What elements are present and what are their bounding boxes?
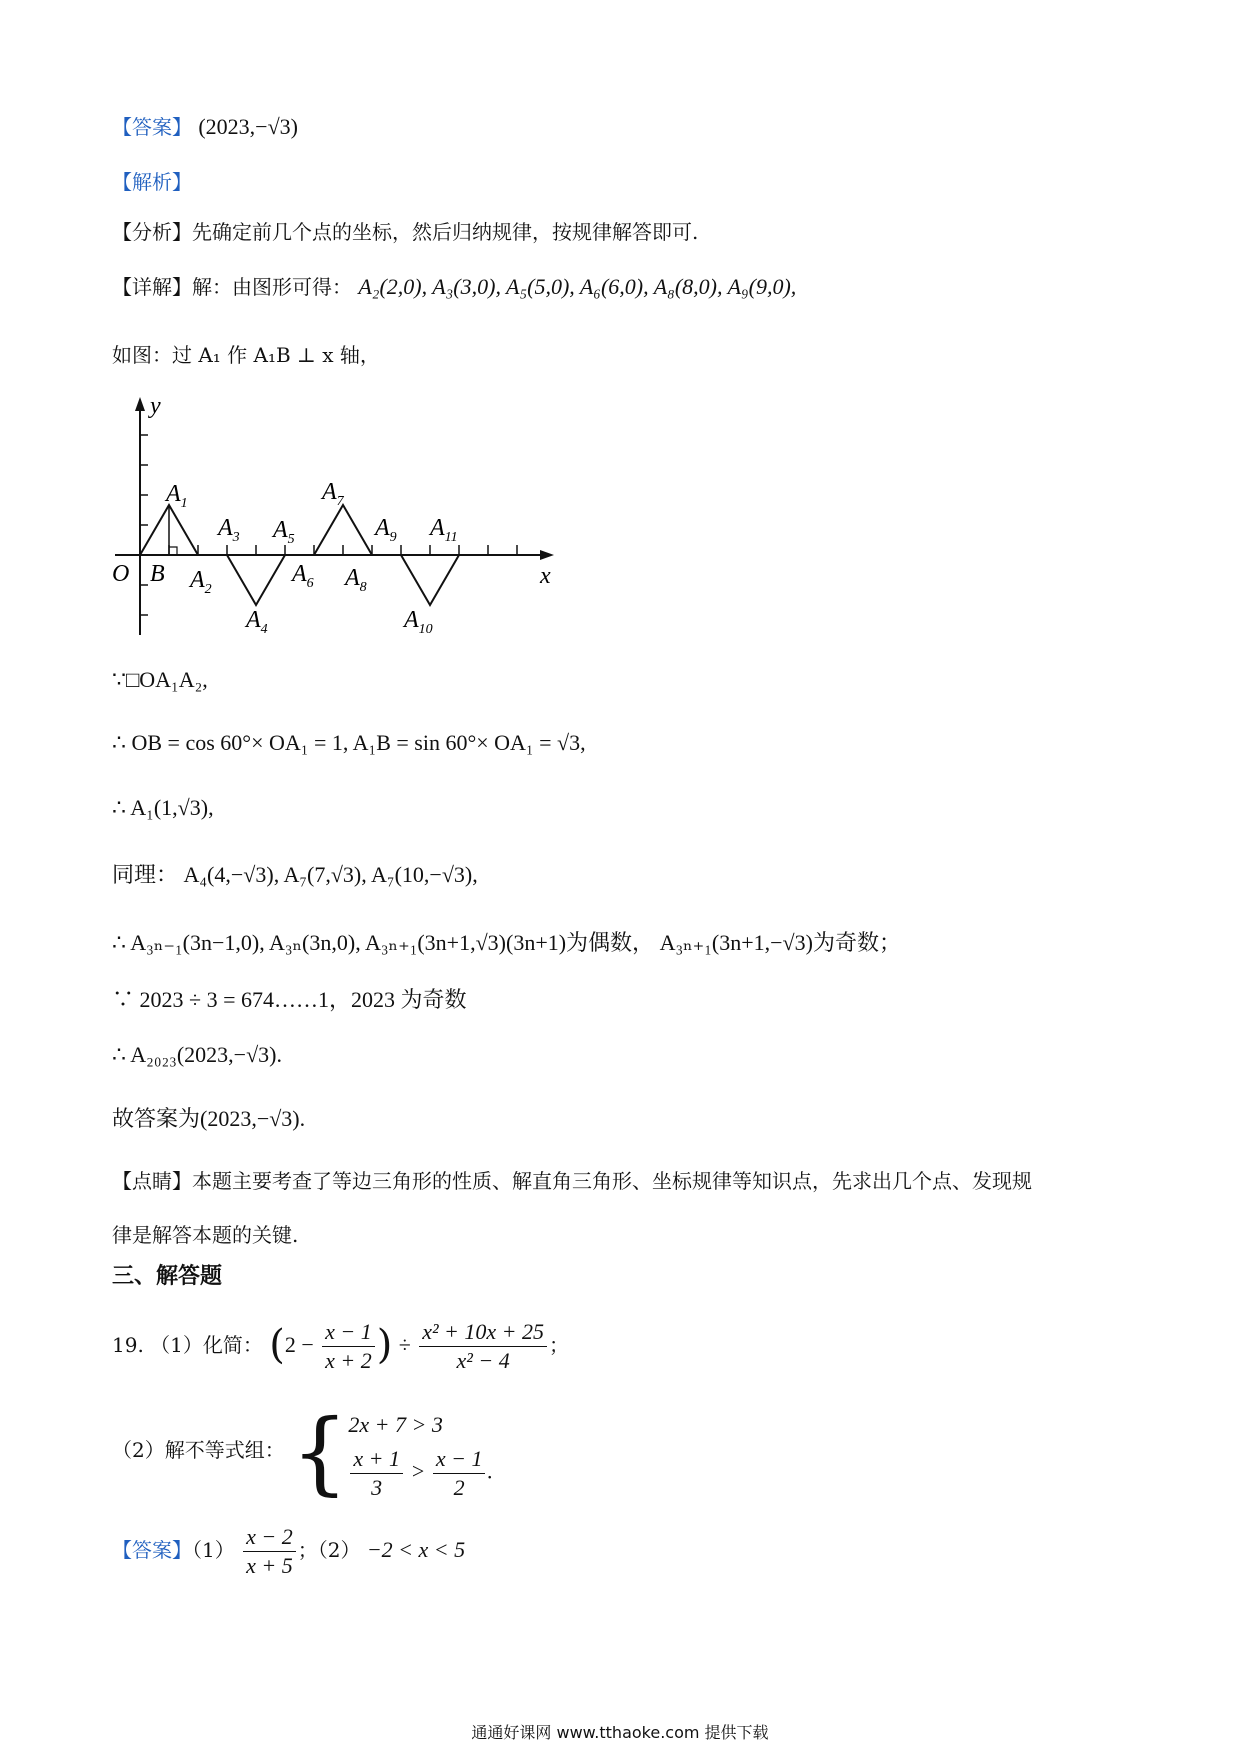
xiangjie-points: A₂(2,0), A₃(3,0), A₅(5,0), A₆(6,0), A₈(8,0), A₉(9,0), <box>358 274 797 299</box>
proof-line-2: ∴ OB = cos 60°× OA₁ = 1, A₁B = sin 60°× OA₁ = √3, <box>112 730 586 755</box>
analysis-tag: 【解析】 <box>112 170 192 194</box>
fenxi-tag: 【分析】 <box>112 220 192 244</box>
xiangjie-text: 解：由图形可得： <box>192 275 352 299</box>
triangle-2 <box>227 555 285 605</box>
a8-label: $A_8$ <box>345 565 367 595</box>
answer2-p2: −2 < x < 5 <box>366 1537 466 1562</box>
answer-line <box>112 112 298 142</box>
xiangjie-tag: 【详解】 <box>112 275 192 299</box>
ineq-row-2: $\frac{x + 1}{3}$ > $\frac{x - 1}{2}$ . <box>348 1445 493 1502</box>
answer-value: (2023,−√3) <box>198 114 298 139</box>
proof-line-5b: A₃ₙ₊₁(3n+1,−√3)为奇数； <box>659 930 901 955</box>
q19-part1: 19. （1）化简： (2 − $\frac{x - 1}{x + 2}$ ) ÷ $\frac{\text{x² + 10x + 25}}{\text{x² − 4}}$ ； <box>112 1319 570 1373</box>
q19-p2-label: （2）解不等式组： <box>112 1438 285 1462</box>
inequality-system: { 2x + 7 > 3 $\frac{x + 1}{3}$ > $\frac{x - 1}{2}$ . <box>291 1400 493 1505</box>
answer2-frac: $\frac{x - 2}{x + 5}$ <box>243 1523 296 1580</box>
a5-label: $A_5$ <box>273 517 295 547</box>
proof-line-5 <box>112 928 901 958</box>
paren-open: ( <box>269 1322 285 1368</box>
section-heading: 三、解答题 <box>112 1264 223 1289</box>
q19-p1-left: 2 − <box>284 1332 314 1357</box>
origin-label: O <box>112 561 130 587</box>
proof-line-7: ∴ A₂₀₂₃(2023,−√3). <box>112 1042 282 1067</box>
proof-line-5a: ∴ A₃ₙ₋₁(3n−1,0), A₃ₙ(3n,0), A₃ₙ₊₁(3n+1,√3)(3n+1)为偶数， <box>112 930 655 955</box>
x-arrow-icon <box>540 550 554 560</box>
x-label: x <box>540 563 551 589</box>
x-ticks <box>169 545 517 555</box>
coordinate-figure <box>110 395 570 645</box>
b-label: B <box>150 561 165 587</box>
answer2-line: 【答案】（1） $\frac{x - 2}{x + 5}$ ；（2） −2 < x < 5 <box>112 1524 466 1578</box>
ineq-row-1: 2x + 7 > 3 <box>348 1411 443 1437</box>
footer: 通通好课网 www.tthaoke.com 提供下载 <box>471 1723 769 1742</box>
a2-label: $A_2$ <box>190 567 212 597</box>
q19-frac2: $\frac{\text{x² + 10x + 25}}{\text{x² − 4}}$ <box>419 1318 547 1375</box>
a7-label: $A_7$ <box>322 479 344 509</box>
a10-label: $A_{10}$ <box>404 607 433 637</box>
ruotu-text: 如图：过 A₁ 作 A₁B ⊥ x 轴， <box>112 343 380 367</box>
proof-line-6: ∵ 2023 ÷ 3 = 674……1，2023 为奇数 <box>112 987 467 1012</box>
y-arrow-icon <box>135 397 145 411</box>
q19-div: ÷ <box>398 1332 411 1357</box>
xiangjie-line <box>112 272 796 302</box>
fenxi-text: 先确定前几个点的坐标，然后归纳规律，按规律解答即可. <box>192 220 699 244</box>
q19-part2 <box>112 1400 493 1505</box>
a9-label: $A_9$ <box>375 515 397 545</box>
a6-label: $A_6$ <box>292 561 314 591</box>
paren-close: ) <box>376 1322 393 1368</box>
y-label: y <box>150 395 161 419</box>
q19-frac1: $\frac{x - 1}{x + 2}$ <box>322 1318 375 1375</box>
dianjing-line-2: 律是解答本题的关键. <box>112 1223 299 1247</box>
a3-label: $A_3$ <box>218 515 240 545</box>
q19-number: 19. <box>112 1333 144 1357</box>
proof-line-1: ∵□OA₁A₂, <box>112 667 208 692</box>
a4-label: $A_4$ <box>246 607 268 637</box>
q19-p1-label: （1）化简： <box>150 1333 263 1357</box>
a11-label: $A_{11}$ <box>430 515 458 545</box>
a1-label: $A_1$ <box>166 481 188 511</box>
answer-tag: 【答案】 <box>112 115 192 139</box>
proof-line-4: 同理： A₄(4,−√3), A₇(7,√3), A₇(10,−√3), <box>112 862 478 887</box>
triangle-4 <box>401 555 459 605</box>
fenxi-line <box>112 217 698 247</box>
answer2-tag: 【答案】 <box>112 1538 192 1562</box>
dianjing-line-1: 【点睛】本题主要考查了等边三角形的性质、解直角三角形、坐标规律等知识点，先求出几个点、发现规 <box>112 1169 1032 1193</box>
proof-line-8: 故答案为(2023,−√3). <box>112 1106 306 1131</box>
ruotu-line <box>112 340 380 370</box>
proof-line-3: ∴ A₁(1,√3), <box>112 795 214 820</box>
analysis-tag-line <box>112 167 192 197</box>
right-angle-mark <box>169 547 177 555</box>
